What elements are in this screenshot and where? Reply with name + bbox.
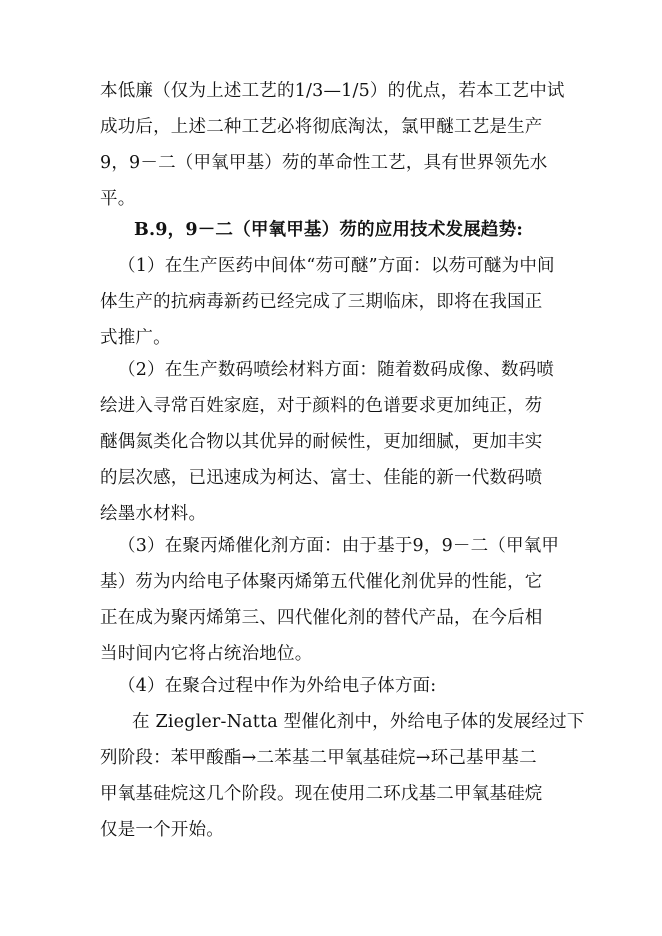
paragraph-line: 式推广。 bbox=[100, 328, 171, 348]
paragraph-line: 绘进入寻常百姓家庭，对于颜料的色谱要求更加纯正，芴 bbox=[100, 396, 543, 416]
paragraph-line: 列阶段：苯甲酸酯→二苯基二甲氧基硅烷→环己基甲基二 bbox=[100, 748, 537, 768]
paragraph-line: 的层次感，已迅速成为柯达、富士、佳能的新一代数码喷 bbox=[100, 468, 543, 488]
paragraph-line: 成功后，上述二种工艺必将彻底淘汰，氯甲醚工艺是生产 bbox=[100, 117, 543, 137]
paragraph-line: 甲氧基硅烷这几个阶段。现在使用二环戊基二甲氧基硅烷 bbox=[100, 784, 543, 804]
paragraph-line: 当时间内它将占统治地位。 bbox=[100, 644, 313, 664]
paragraph-line: 绘墨水材料。 bbox=[100, 504, 207, 524]
paragraph-line: （3）在聚丙烯催化剂方面：由于基于9，9－二（甲氧甲 bbox=[118, 536, 560, 556]
paragraph-line: 正在成为聚丙烯第三、四代催化剂的替代产品，在今后相 bbox=[100, 608, 543, 628]
paragraph-line: 仅是一个开始。 bbox=[100, 820, 224, 840]
paragraph-line: 平。 bbox=[100, 189, 136, 209]
paragraph-line: （1）在生产医药中间体“芴可醚”方面：以芴可醚为中间 bbox=[118, 256, 555, 276]
paragraph-line: 基）芴为内给电子体聚丙烯第五代催化剂优异的性能，它 bbox=[100, 572, 543, 592]
paragraph-line: 醚偶氮类化合物以其优异的耐候性，更加细腻，更加丰实 bbox=[100, 432, 543, 452]
paragraph-line: 9，9－二（甲氧甲基）芴的革命性工艺，具有世界领先水 bbox=[100, 153, 548, 173]
paragraph-line: 在 Ziegler-Natta 型催化剂中，外给电子体的发展经过下 bbox=[132, 712, 585, 732]
paragraph-line: （4）在聚合过程中作为外给电子体方面: bbox=[118, 676, 437, 696]
paragraph-line: 体生产的抗病毒新药已经完成了三期临床，即将在我国正 bbox=[100, 292, 543, 312]
paragraph-line: （2）在生产数码喷绘材料方面：随着数码成像、数码喷 bbox=[118, 360, 555, 380]
paragraph-line: 本低廉（仅为上述工艺的1/3—1/5）的优点，若本工艺中试 bbox=[100, 81, 565, 101]
section-heading: B.9，9－二（甲氧甲基）芴的应用技术发展趋势: bbox=[134, 220, 523, 240]
